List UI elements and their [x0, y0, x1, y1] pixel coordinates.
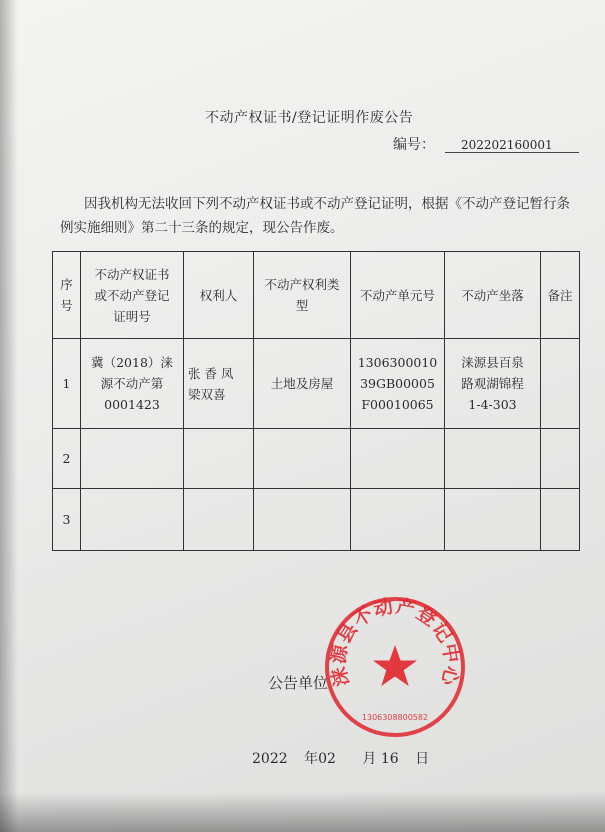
announcement-title: 不动产权证书/登记证明作废公告: [205, 110, 414, 126]
header-certificate-no: 不动产权证书 或不动产登记 证明号: [81, 252, 184, 339]
cell-right-type: [254, 489, 351, 551]
cell-location: 涞源县百泉 路观湖锦程 1-4-303: [445, 339, 541, 429]
date-day: 16: [380, 751, 399, 767]
cell-unit-no: [351, 429, 445, 489]
announcement-paragraph: 因我机构无法收回下列不动产权证书或不动产登记证明，根据《不动产登记暂行条例实施细则》第二十三条的规定，现公告作废。: [60, 196, 570, 236]
cell-serial: 1: [53, 339, 81, 429]
issuing-unit-label: 公告单位: [268, 674, 329, 692]
cell-note: [541, 339, 580, 429]
number-value: 202202160001: [445, 138, 579, 153]
header-note: 备注: [541, 252, 580, 339]
date-month: 02: [318, 751, 336, 767]
table-row: [53, 339, 580, 429]
date-month-unit: 月: [362, 751, 377, 767]
cell-unit-no: [351, 489, 445, 551]
cell-right-type: [254, 429, 351, 489]
cell-note: [541, 489, 580, 551]
cell-serial: 3: [53, 489, 81, 551]
page-shadow-bottom: [0, 792, 605, 832]
cell-owner: [184, 489, 254, 551]
cell-location: [445, 489, 541, 551]
header-serial: 序 号: [53, 252, 81, 339]
header-right-type: 不动产权利类 型: [254, 252, 351, 339]
official-seal-icon: [320, 592, 470, 742]
header-owner: 权利人: [184, 252, 254, 339]
cell-serial: 2: [53, 429, 81, 489]
header-location: 不动产坐落: [445, 252, 541, 339]
table-header-row: [53, 252, 580, 339]
seal-code: 1306308800582: [361, 713, 429, 722]
date-year-unit: 年: [304, 751, 319, 767]
table-row: [53, 429, 580, 489]
cell-note: [541, 429, 580, 489]
announcement-number: [393, 134, 579, 154]
date-year: 2022: [252, 751, 288, 767]
table-row: [53, 489, 580, 551]
page-shadow-left: [0, 0, 18, 832]
cell-owner: 张 香 凤 梁双喜: [184, 339, 254, 429]
number-label: 编号：: [393, 137, 435, 153]
seal-text: 涞源县不动产登记中心: [327, 595, 463, 689]
announcement-date: [252, 748, 429, 768]
certificate-table: [52, 251, 580, 551]
cell-certificate-no: 冀（2018）涞 源不动产第 0001423: [81, 339, 184, 429]
cell-certificate-no: [81, 429, 184, 489]
cell-right-type: 土地及房屋: [254, 339, 351, 429]
cell-certificate-no: [81, 489, 184, 551]
header-unit-no: 不动产单元号: [351, 252, 445, 339]
cell-location: [445, 429, 541, 489]
cell-unit-no: 1306300010 39GB00005 F00010065: [351, 339, 445, 429]
cell-owner: [184, 429, 254, 489]
date-day-unit: 日: [415, 751, 430, 767]
